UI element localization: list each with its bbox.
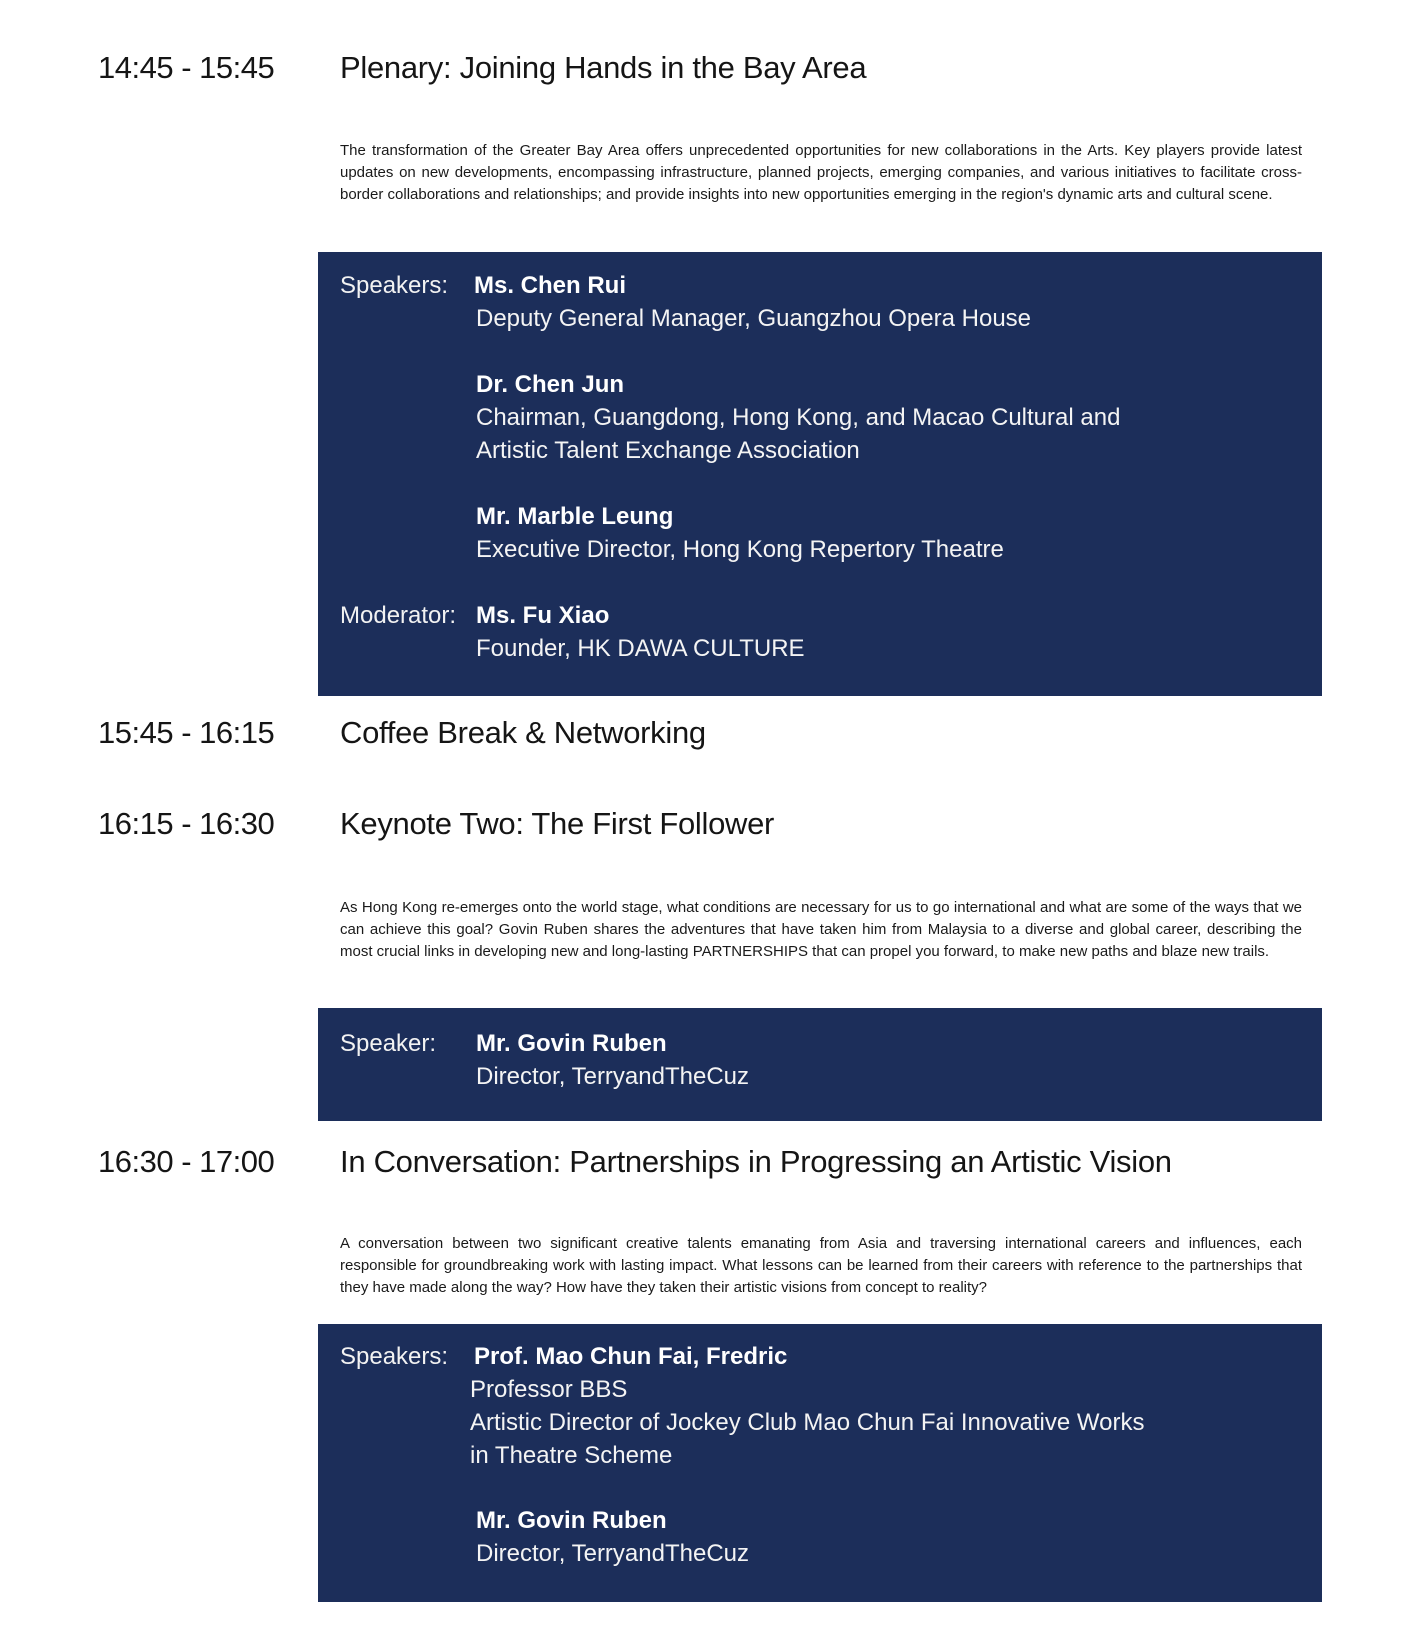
speaker-entry [474,269,1294,335]
speakers-panel [318,252,1322,696]
session-title: Coffee Break & Networking [340,715,706,750]
speaker-title: Director, TerryandTheCuz [476,1063,749,1090]
session-time: 16:15 - 16:30 [98,806,275,841]
speaker-title: Chairman, Guangdong, Hong Kong, and Macao Cultural and [476,404,1121,431]
speaker-name: Prof. Mao Chun Fai, Fredric [474,1343,788,1370]
speaker-name: Mr. Govin Ruben [476,1507,667,1534]
speakers-label: Speakers: [340,272,449,299]
session-time: 15:45 - 16:15 [98,715,275,750]
moderator-name: Ms. Fu Xiao [476,602,610,629]
speaker-title: Director, TerryandTheCuz [476,1540,749,1567]
speakers-label: Speaker: [340,1030,437,1057]
session-time: 14:45 - 15:45 [98,50,275,85]
speaker-title: Artistic Talent Exchange Association [476,437,860,464]
speaker-entry [476,1504,1296,1570]
speaker-name: Mr. Marble Leung [476,503,674,530]
speakers-panel [318,1008,1322,1121]
session-description: As Hong Kong re-emerges onto the world stage, what conditions are necessary for us to go international and what are some of the ways that we can achieve this goal? Govin Ruben shares the adventures that have taken him from Malaysia to a diverse and global career, describing the most crucial links in developing new and long-lasting PARTNERSHIPS that can propel you forward, to make new paths and blaze new trails. [340,899,1302,960]
moderator-entry [476,599,1296,665]
speakers-label: Speakers: [340,1343,449,1370]
speaker-entry [476,500,1296,566]
session-description: A conversation between two significant creative talents emanating from Asia and traversing international careers and influences, each responsible for groundbreaking work with lasting impact. What lessons can be learned from their careers with reference to the partnerships that they have made along the way? How have they taken their artistic visions from concept to reality? [340,1235,1302,1296]
session-description: The transformation of the Greater Bay Area offers unprecedented opportunities for new collaborations in the Arts. Key players provide latest updates on new developments, encompassing infrastructure, planned projects, emerging companies, and various initiatives to facilitate cross-border collaborations and relationships; and provide insights into new opportunities emerging in the region's dynamic arts and cultural scene. [340,142,1302,203]
speaker-entry [470,1340,1294,1472]
moderator-label: Moderator: [340,602,457,629]
speaker-entry [476,1027,1296,1093]
speaker-name: Ms. Chen Rui [474,272,627,299]
speaker-title: Artistic Director of Jockey Club Mao Chun Fai Innovative Works [470,1409,1145,1436]
session-time: 16:30 - 17:00 [98,1144,275,1179]
moderator-title: Founder, HK DAWA CULTURE [476,635,805,662]
session-title: Keynote Two: The First Follower [340,806,775,841]
session-title: Plenary: Joining Hands in the Bay Area [340,50,867,85]
speaker-title: Professor BBS [470,1376,628,1403]
speaker-title: in Theatre Scheme [470,1442,673,1469]
speaker-name: Dr. Chen Jun [476,371,625,398]
session-title: In Conversation: Partnerships in Progressing an Artistic Vision [340,1144,1172,1179]
speaker-entry [476,368,1296,467]
speaker-title: Executive Director, Hong Kong Repertory Theatre [476,536,1004,563]
speakers-panel [318,1324,1322,1602]
speaker-name: Mr. Govin Ruben [476,1030,667,1057]
speaker-title: Deputy General Manager, Guangzhou Opera House [476,305,1032,332]
